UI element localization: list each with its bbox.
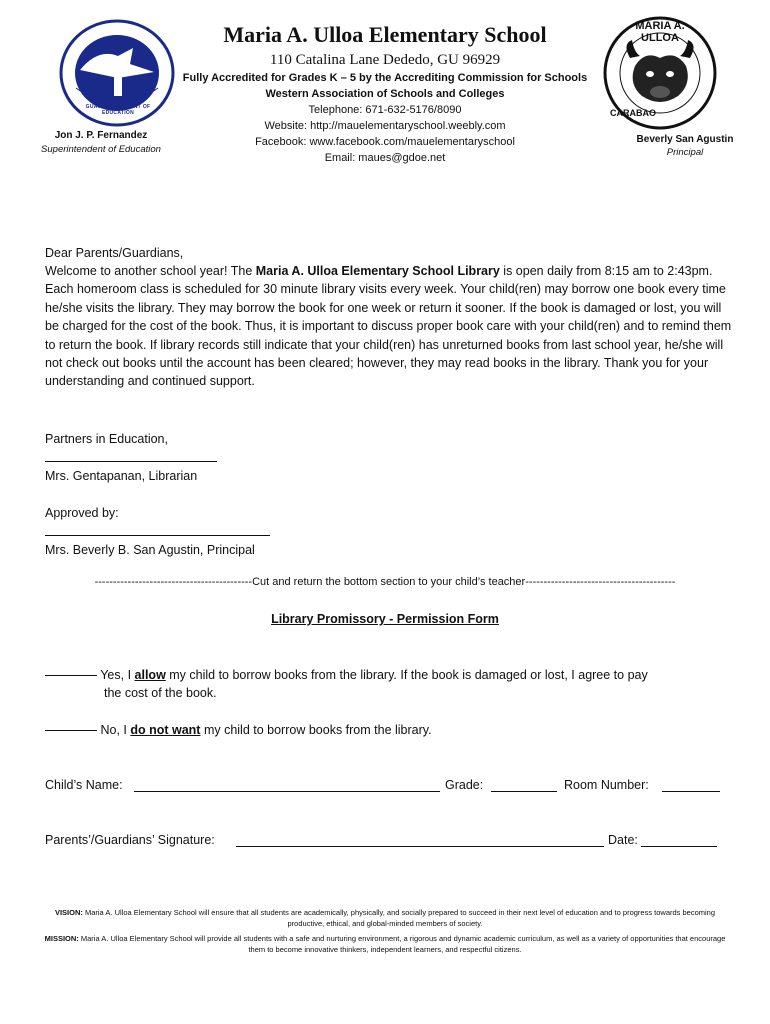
- yes-suffix: my child to borrow books from the library. If the book is damaged or lost, I agree to pay: [165, 668, 648, 682]
- signature-field[interactable]: [236, 846, 604, 847]
- mission-statement: [40, 933, 730, 955]
- mission-label: MISSION:: [44, 934, 79, 943]
- paragraph-start: Welcome to another school year! The: [45, 264, 256, 278]
- cut-line: -------------------------------------------Cut and return the bottom section to your child’s teacher-----------------------------------------: [94, 576, 676, 588]
- letter-paragraph: [45, 262, 735, 391]
- principal-signature-line: [45, 535, 270, 536]
- principal-title: Principal: [666, 147, 704, 158]
- school-address: 110 Catalina Lane Dededo, GU 96929: [269, 52, 501, 68]
- no-do-not-want-text: do not want: [130, 723, 201, 737]
- approved-by-label: Approved by:: [45, 506, 119, 520]
- room-number-label: Room Number:: [564, 778, 649, 792]
- telephone: Telephone: 671-632-5176/8090: [308, 104, 462, 116]
- yes-checkbox-line[interactable]: [45, 675, 97, 676]
- facebook-link[interactable]: Facebook: www.facebook.com/mauelementaryschool: [255, 136, 515, 148]
- superintendent-title: Superintendent of Education: [41, 144, 161, 155]
- seal-text: GUAM DEPARTMENT OF EDUCATION: [85, 104, 151, 116]
- website-link[interactable]: Website: http://mauelementaryschool.weebly.com: [264, 120, 506, 132]
- paragraph-rest: is open daily from 8:15 am to 2:43pm. Each homeroom class is scheduled for 30 minute library visits every week. Your child(ren) may borrow one book every time he/she visits the library. They may borrow the book for one week or return it sooner. If the book is damaged or lost, you will be charged for the cost of the book. Thus, it is important to discuss proper book care with your child(ren) and to remind them to return the book. If library records still indicate that your child(ren) has unreturned books from last school year, he/she will not check out books until the account has been cleared; however, they may read books in the library. Thank you for your understanding and continued support.: [45, 264, 732, 389]
- superintendent-name: Jon J. P. Fernandez: [54, 130, 148, 141]
- form-title: Library Promissory - Permission Form: [271, 612, 499, 626]
- accreditation-line-1: Fully Accredited for Grades K – 5 by the Accrediting Commission for Schools: [182, 72, 588, 84]
- no-option[interactable]: [45, 721, 735, 739]
- vision-statement: [40, 907, 730, 929]
- room-number-field[interactable]: [662, 791, 720, 792]
- no-suffix: my child to borrow books from the library.: [200, 723, 432, 737]
- logo-arc-text: MARIA A. ULLOA: [635, 20, 685, 44]
- grade-label: Grade:: [445, 778, 484, 792]
- signature-label: Parents’/Guardians’ Signature:: [45, 833, 215, 847]
- yes-allow-text: allow: [134, 668, 166, 682]
- yes-prefix: Yes, I: [97, 668, 135, 682]
- principal-name: Beverly San Agustin: [636, 134, 734, 145]
- logo-bottom-text: CARABAO: [610, 108, 656, 118]
- principal-signature-name: Mrs. Beverly B. San Agustin, Principal: [45, 543, 255, 557]
- vision-text: Maria A. Ulloa Elementary School will ensure that all students are academically, physically, and socially prepared to succeed in their next level of education and to progress towards becoming productive, ethical, and global-minded members of society.: [82, 908, 716, 928]
- closing: Partners in Education,: [45, 432, 168, 446]
- vision-label: VISION:: [54, 908, 83, 917]
- librarian-signature-line: [45, 461, 217, 462]
- doe-seal-logo: [58, 18, 176, 128]
- library-name: Maria A. Ulloa Elementary School Library: [255, 264, 500, 278]
- date-field[interactable]: [641, 846, 717, 847]
- greeting: Dear Parents/Guardians,: [45, 246, 184, 260]
- accreditation-line-2: Western Association of Schools and Colleges: [265, 88, 505, 100]
- yes-option-line-2: the cost of the book.: [104, 686, 217, 700]
- date-label: Date:: [608, 833, 638, 847]
- yes-option[interactable]: [45, 666, 735, 684]
- grade-field[interactable]: [491, 791, 557, 792]
- child-name-label: Child’s Name:: [45, 778, 123, 792]
- school-name: Maria A. Ulloa Elementary School: [223, 22, 547, 47]
- mission-text: Maria A. Ulloa Elementary School will provide all students with a safe and nurturing environment, a rigorous and dynamic academic curriculum, as well as a variety of opportunities that encourage them to become innovative thinkers, independent learners, and respectful citizens.: [78, 934, 726, 954]
- email-link[interactable]: Email: maues@gdoe.net: [324, 152, 446, 164]
- child-name-field[interactable]: [134, 791, 440, 792]
- school-carabao-logo: [600, 14, 720, 132]
- no-prefix: No, I: [97, 723, 131, 737]
- librarian-name: Mrs. Gentapanan, Librarian: [45, 469, 198, 483]
- no-checkbox-line[interactable]: [45, 730, 97, 731]
